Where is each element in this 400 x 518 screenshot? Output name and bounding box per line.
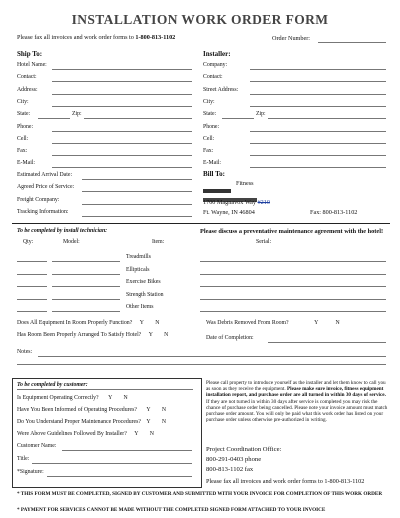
customer-question-4-yes[interactable]: Y — [134, 431, 139, 437]
customer-name-field[interactable] — [62, 450, 192, 451]
customer-signature-label: *Signature: — [17, 469, 44, 475]
tech-question-2-no[interactable]: N — [164, 332, 169, 338]
ship-to-label-city: City: — [17, 98, 29, 105]
installer-heading: Installer: — [203, 50, 231, 58]
ship-to-label-phone: Phone: — [17, 123, 34, 130]
order-number-label: Order Number: — [272, 35, 310, 42]
maintenance-note: Please discuss a preventative maintenance agreement with the hotel! — [200, 228, 384, 235]
item-model-field-1[interactable] — [52, 274, 120, 275]
col-serial: Serial: — [256, 239, 272, 245]
tech-question-1-no[interactable]: N — [155, 320, 160, 326]
customer-title-label: Title: — [17, 456, 30, 462]
item-model-field-4[interactable] — [52, 311, 120, 312]
installer-field-state[interactable] — [222, 118, 254, 119]
bill-to-line1: Fitness — [236, 180, 254, 187]
customer-heading: To be completed by customer: — [17, 382, 88, 388]
ship-to-field-fax[interactable] — [52, 155, 192, 156]
order-info-field-1[interactable] — [82, 191, 192, 192]
tech-question-3-no[interactable]: N — [335, 320, 340, 326]
technician-heading: To be completed by install technician: — [17, 228, 108, 234]
item-model-field-3[interactable] — [52, 299, 120, 300]
office-fax-instruction: Please fax all invoices and work order forms to 1-800-813-1102 — [206, 478, 365, 485]
instructions-text-a: Please call property to introduce yourself as the installer and let them know to call you as soon as they receive the equipment. — [206, 380, 386, 393]
item-qty-field-3[interactable] — [17, 299, 47, 300]
tech-question-1-text: Does All Equipment In Room Properly Function? — [17, 320, 133, 326]
ship-to-field-city[interactable] — [52, 106, 192, 107]
item-serial-field-2[interactable] — [200, 286, 386, 287]
installer-label-company: Company: — [203, 62, 228, 68]
order-number-field[interactable] — [318, 42, 386, 43]
tech-question-2 — [17, 332, 168, 338]
installer-field-cell[interactable] — [250, 143, 386, 144]
tech-question-3 — [206, 320, 340, 326]
customer-question-2-yes[interactable]: Y — [146, 407, 151, 413]
bill-to-suite: #210 — [257, 199, 270, 206]
item-model-field-0[interactable] — [52, 261, 120, 262]
customer-question-4-text: Were Above Guidelines Followed By Installer? — [17, 431, 127, 437]
bill-to-fax: Fax: 800-813-1102 — [310, 209, 358, 216]
item-serial-field-3[interactable] — [200, 299, 386, 300]
customer-question-1 — [17, 395, 128, 401]
footer-note-2: * PAYMENT FOR SERVICES CANNOT BE MADE WITHOUT THE COMPLETED SIGNED FORM ATTACHED TO YOUR INVOICE — [17, 507, 326, 513]
installer-field-zip[interactable] — [268, 118, 386, 119]
col-item: Item: — [152, 239, 165, 245]
item-name-0: Treadmills — [126, 254, 151, 260]
ship-to-field-hotel-name[interactable] — [52, 69, 192, 70]
installer-field-city[interactable] — [250, 106, 386, 107]
item-qty-field-4[interactable] — [17, 311, 47, 312]
item-serial-field-1[interactable] — [200, 274, 386, 275]
tech-question-2-yes[interactable]: Y — [148, 332, 153, 338]
installer-label-e-mail: E-Mail: — [203, 160, 222, 167]
item-name-2: Exercise Bikes — [126, 279, 161, 285]
instructions-text-c: If they are not turned in within 30 days after service is completed you may risk the chance of purchase order being cancelled. Please note your invoice amount must match purchase order amount. You will only be paid what this work order has listed on your purchase order unless otherwise pre-authorized in writing. — [206, 398, 388, 424]
customer-question-3-yes[interactable]: Y — [146, 419, 151, 425]
col-qty: Qty: — [23, 239, 34, 245]
ship-to-label-cell: Cell: — [17, 135, 29, 142]
customer-name-label: Customer Name: — [17, 443, 57, 449]
completion-date-label: Date of Completion: — [206, 335, 254, 341]
installer-label-zip: Zip: — [256, 111, 266, 118]
ship-to-label-contact: Contact: — [17, 74, 37, 81]
office-phone: 800-291-0403 phone — [206, 456, 262, 463]
item-qty-field-1[interactable] — [17, 274, 47, 275]
ship-to-label-state: State: — [17, 111, 31, 118]
bill-to-heading: Bill To: — [203, 170, 225, 178]
installer-label-state: State: — [203, 111, 217, 118]
customer-question-1-yes[interactable]: Y — [108, 395, 113, 401]
installer-field-contact[interactable] — [250, 81, 386, 82]
customer-title-field[interactable] — [32, 463, 192, 464]
ship-to-heading: Ship To: — [17, 50, 43, 58]
installer-field-fax[interactable] — [250, 155, 386, 156]
bill-to-line3: Ft. Wayne, IN 46804 — [203, 209, 255, 216]
completion-date-field[interactable] — [268, 342, 386, 343]
ship-to-field-e-mail[interactable] — [52, 167, 192, 168]
notes-field-line-2[interactable] — [17, 364, 386, 365]
order-info-label-0: Estimated Arrival Date: — [17, 172, 73, 178]
order-info-field-0[interactable] — [82, 179, 192, 180]
tech-question-1 — [17, 320, 159, 326]
fax-instruction-text: Please fax all invoices and work order forms to — [17, 34, 134, 41]
section-divider — [12, 223, 390, 224]
tech-question-3-text: Was Debris Removed From Room? — [206, 320, 289, 326]
item-model-field-2[interactable] — [52, 286, 120, 287]
instructions-paragraph — [206, 380, 390, 423]
bill-to-logo — [203, 181, 233, 187]
customer-signature-field[interactable] — [47, 476, 192, 477]
bill-to-street: 1700 Magnavox Way — [203, 199, 257, 206]
ship-to-field-zip[interactable] — [84, 118, 192, 119]
bill-to-line2 — [203, 199, 270, 206]
footer-note-1: * THIS FORM MUST BE COMPLETED, SIGNED BY CUSTOMER AND SUBMITTED WITH YOUR INVOICE FOR COMPLETION OF THIS WORK ORDER — [17, 491, 383, 497]
customer-question-2-no[interactable]: N — [161, 407, 167, 413]
notes-label: Notes: — [17, 349, 33, 355]
item-serial-field-4[interactable] — [200, 311, 386, 312]
customer-question-3 — [17, 419, 166, 425]
ship-to-label-hotel-name: Hotel Name: — [17, 62, 47, 68]
installer-label-contact: Contact: — [203, 74, 223, 81]
installer-label-phone: Phone: — [203, 123, 220, 130]
customer-question-2 — [17, 407, 166, 413]
customer-question-4-no[interactable]: N — [149, 431, 154, 437]
installer-label-fax: Fax: — [203, 148, 214, 155]
customer-heading-underline — [17, 389, 193, 390]
item-qty-field-0[interactable] — [17, 261, 47, 262]
order-info-field-2[interactable] — [82, 204, 192, 205]
ship-to-field-address[interactable] — [52, 94, 192, 95]
office-label: Project Coordination Office: — [206, 446, 282, 453]
customer-question-2-text: Have You Been Informed of Operating Procedures? — [17, 407, 137, 413]
installer-field-e-mail[interactable] — [250, 167, 386, 168]
ship-to-label-address: Address: — [17, 86, 38, 93]
col-model: Model: — [63, 239, 80, 245]
item-name-4: Other Items — [126, 304, 154, 310]
ship-to-field-phone[interactable] — [52, 131, 192, 132]
fax-instruction — [17, 34, 175, 41]
item-name-3: Strength Station — [126, 291, 164, 298]
item-serial-field-0[interactable] — [200, 261, 386, 262]
installer-field-phone[interactable] — [250, 131, 386, 132]
order-info-field-3[interactable] — [82, 216, 192, 217]
item-qty-field-2[interactable] — [17, 286, 47, 287]
tech-question-3-yes[interactable]: Y — [314, 320, 319, 326]
ship-to-label-zip: Zip: — [72, 111, 82, 118]
fax-number: 1-800-813-1102 — [135, 34, 176, 41]
installer-field-street-address[interactable] — [250, 94, 386, 95]
ship-to-label-fax: Fax: — [17, 148, 28, 155]
order-info-label-1: Agreed Price of Service: — [17, 184, 75, 191]
ship-to-label-e-mail: E-Mail: — [17, 160, 36, 167]
installer-label-street-address: Street Address: — [203, 86, 239, 93]
ship-to-field-contact[interactable] — [52, 81, 192, 82]
tech-question-2-text: Has Room Been Properly Arranged To Satisfy Hotel? — [17, 332, 142, 338]
installer-label-cell: Cell: — [203, 135, 215, 142]
instructions-text-b: Please make sure invoice, fitness equipment installation report, and purchase order are all turned in within 30 days of service. — [206, 386, 386, 399]
notes-field-line-1[interactable] — [38, 356, 386, 357]
order-info-label-3: Tracking Information: — [17, 208, 69, 215]
customer-question-3-no[interactable]: N — [161, 419, 167, 425]
order-info-label-2: Freight Company: — [17, 196, 60, 203]
page-title: INSTALLATION WORK ORDER FORM — [71, 12, 329, 27]
tech-question-1-yes[interactable]: Y — [139, 320, 144, 326]
customer-question-1-no[interactable]: N — [123, 395, 128, 401]
office-fax: 800-813-1102 fax — [206, 466, 254, 473]
customer-question-3-text: Do You Understand Proper Maintenance Procedures? — [17, 419, 141, 425]
customer-question-1-text: Is Equipment Operating Correctly? — [17, 395, 99, 401]
ship-to-field-state[interactable] — [38, 118, 70, 119]
customer-question-4 — [17, 431, 154, 437]
bill-to-logo-2 — [203, 190, 259, 196]
installer-field-company[interactable] — [250, 69, 386, 70]
ship-to-field-cell[interactable] — [52, 143, 192, 144]
item-name-1: Ellipticals — [126, 266, 150, 273]
installer-label-city: City: — [203, 98, 215, 105]
